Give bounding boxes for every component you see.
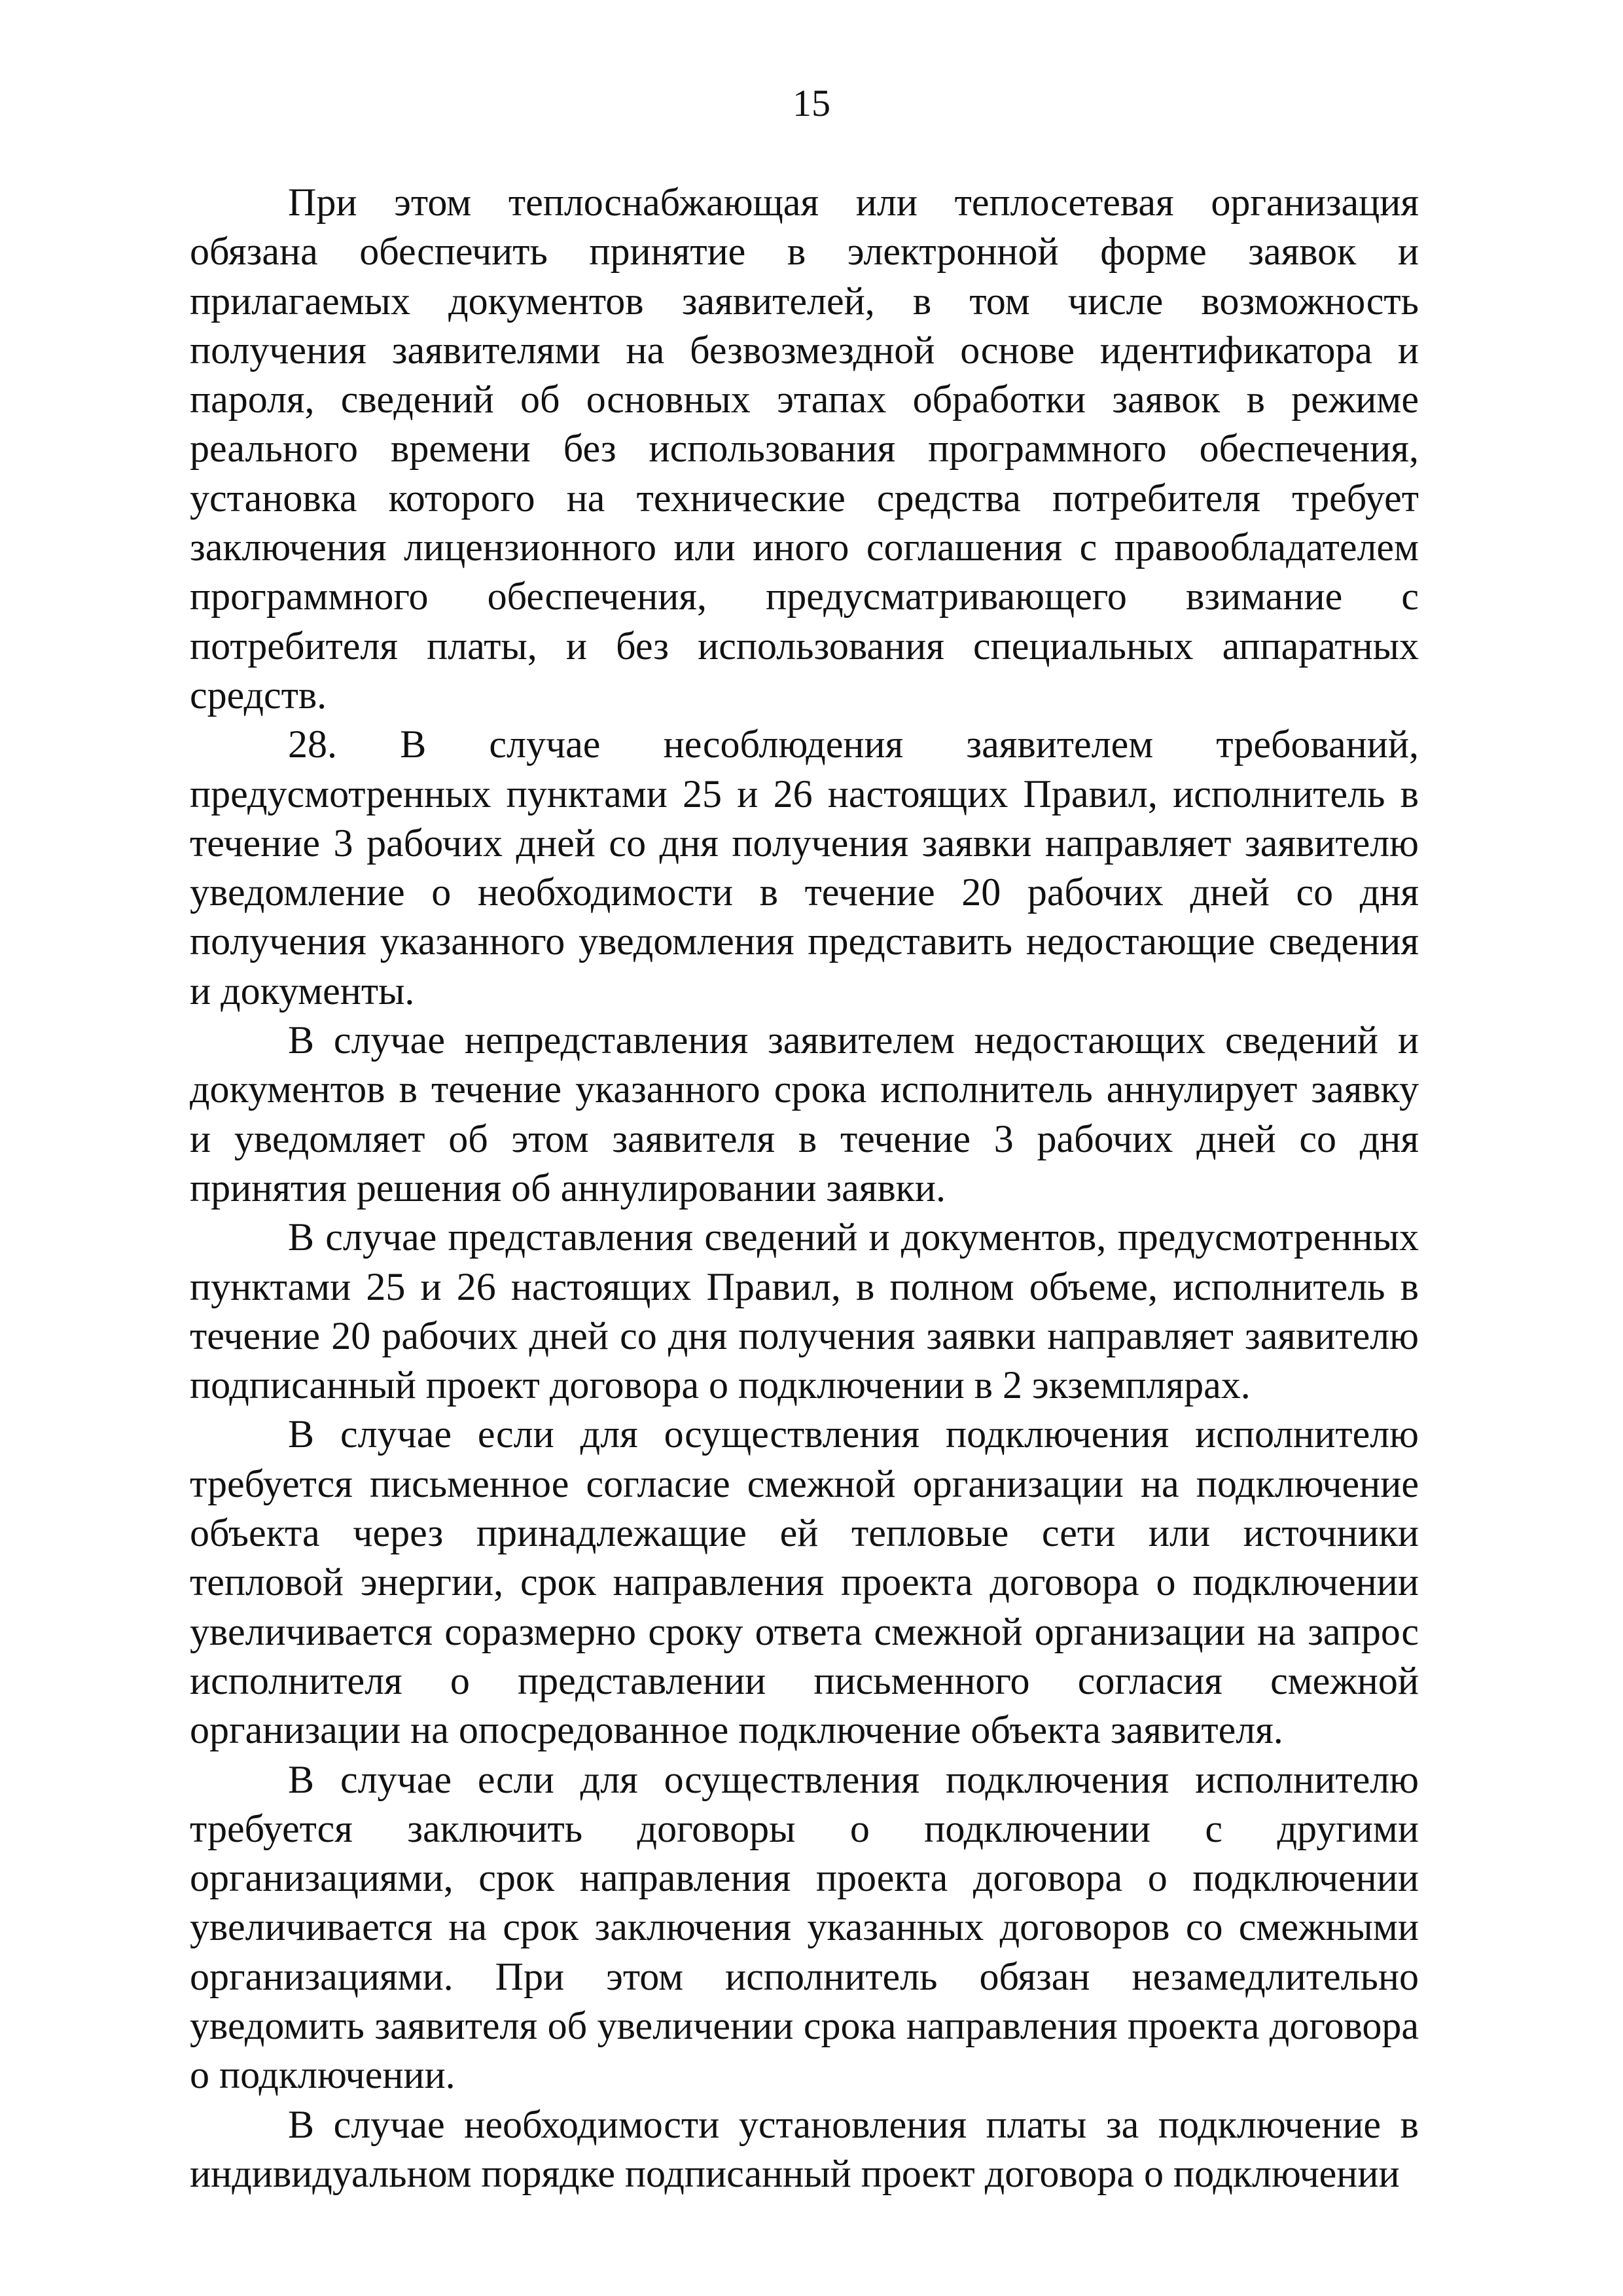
paragraph-electronic-applications: При этом теплоснабжающая или теплосетевая организация обязана обеспечить принятие в электронной форме заявок и прилагаемых документов заявителей, в том числе возможность получения заявителями на безвозмездной основе идентификатора и пароля, сведений об основных этапах обработки заявок в режиме реального времени без использования программного обеспечения, установка которого на технические средства потребителя требует заключения лицензионного или иного соглашения с правообладателем программного обеспечения, предусматривающего взимание с потребителя платы, и без использования специальных аппаратных средств. xyxy=(190,181,1419,717)
page-number: 15 xyxy=(793,82,830,124)
document-body xyxy=(190,178,1419,2198)
paragraph-other-contracts: В случае если для осуществления подключения исполнителю требуется заключить договоры о подключении с другими организациями, срок направления проекта договора о подключении увеличивается на срок заключения указанных договоров со смежными организациями. При этом исполнитель обязан незамедлительно уведомить заявителя об увеличении срока направления проекта договора о подключении. xyxy=(190,1757,1419,2097)
paragraph-annulment: В случае непредставления заявителем недостающих сведений и документов в течение указанного срока исполнитель аннулирует заявку и уведомляет об этом заявителя в течение 3 рабочих дней со дня принятия решения об аннулировании заявки. xyxy=(190,1018,1419,1210)
paragraph-item-28: 28. В случае несоблюдения заявителем требований, предусмотренных пунктами 25 и 26 настоящих Правил, исполнитель в течение 3 рабочих дней со дня получения заявки направляет заявителю уведомление о необходимости в течение 20 рабочих дней со дня получения указанного уведомления представить недостающие сведения и документы. xyxy=(190,723,1419,1013)
paragraph-draft-contract: В случае представления сведений и документов, предусмотренных пунктами 25 и 26 настоящих Правил, в полном объеме, исполнитель в течение 20 рабочих дней со дня получения заявки направляет заявителю подписанный проект договора о подключении в 2 экземплярах. xyxy=(190,1215,1419,1407)
paragraph-adjacent-consent: В случае если для осуществления подключения исполнителю требуется письменное согласие смежной организации на подключение объекта через принадлежащие ей тепловые сети или источники тепловой энергии, срок направления проекта договора о подключении увеличивается соразмерно сроку ответа смежной организации на запрос исполнителя о представлении письменного согласия смежной организации на опосредованное подключение объекта заявителя. xyxy=(190,1412,1419,1752)
paragraph-individual-fee: В случае необходимости установления платы за подключение в индивидуальном порядке подписанный проект договора о подключении xyxy=(190,2102,1419,2195)
